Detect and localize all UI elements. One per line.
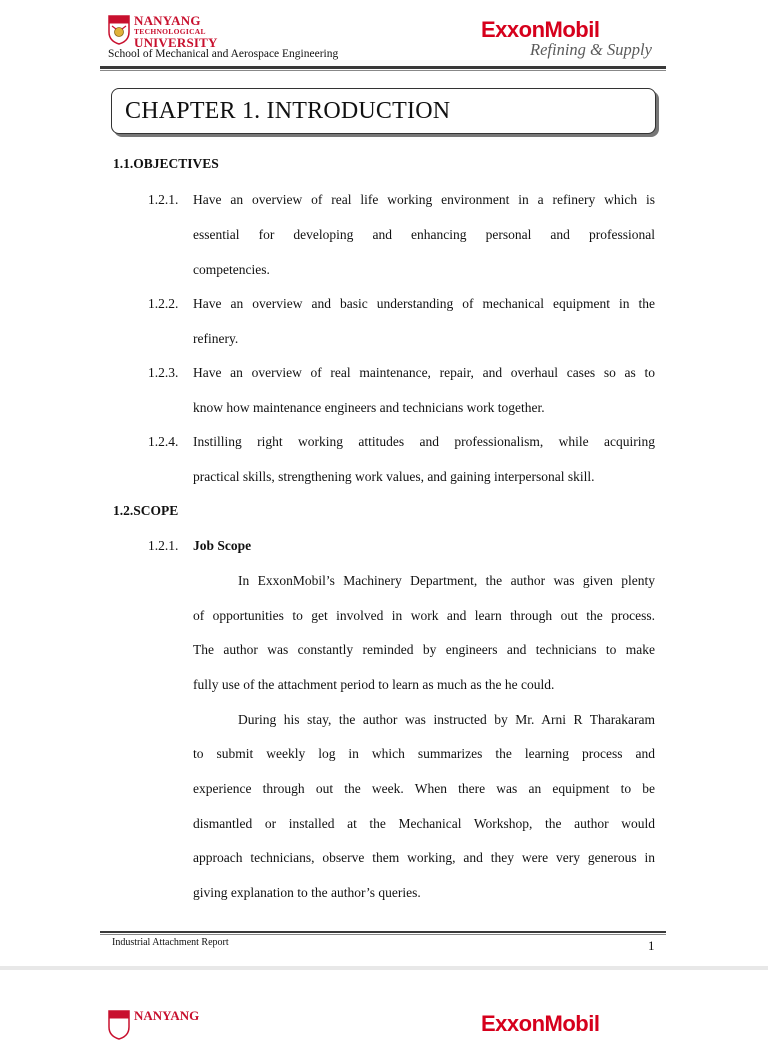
scope-para2-line: During his stay, the author was instructed by Mr. Arni R Tharakaram (238, 712, 655, 727)
refining-supply-tagline: Refining & Supply (530, 40, 652, 59)
objective-line: Have an overview of real maintenance, repair, and overhaul cases so as to (193, 365, 655, 380)
ntu-crest-icon (108, 15, 130, 45)
scope-para1-line: fully use of the attachment period to learn as much as the he could. (193, 677, 555, 692)
page-gap (0, 966, 768, 970)
scope-sub-number: 1.2.1. (148, 538, 179, 553)
ntu-line3: UNIVERSITY (134, 34, 218, 50)
chapter-title: CHAPTER 1. INTRODUCTION (125, 98, 451, 124)
scope-para2-line: experience through out the week. When there was an equipment to be (193, 781, 655, 796)
objective-number: 1.2.4. (148, 434, 179, 449)
footer-report-title: Industrial Attachment Report (112, 937, 229, 948)
school-name: School of Mechanical and Aerospace Engineering (108, 48, 339, 60)
job-scope-heading: Job Scope (193, 538, 252, 553)
next-page-ntu-wordmark: NANYANG (134, 1008, 200, 1023)
objective-line: essential for developing and enhancing personal and professional (193, 227, 655, 242)
footer-rule-thin (100, 934, 666, 935)
footer-rule (100, 931, 666, 933)
scope-para2-line: to submit weekly log in which summarizes the learning process and (193, 746, 655, 761)
objective-line: practical skills, strengthening work values, and gaining interpersonal skill. (193, 469, 595, 484)
scope-para1-line: The author was constantly reminded by engineers and technicians to make (193, 642, 655, 657)
objective-line: refinery. (193, 331, 239, 346)
objectives-heading: 1.1.OBJECTIVES (113, 156, 219, 171)
scope-para1-line: of opportunities to get involved in work and learn through out the process. (193, 608, 655, 623)
ntu-line2: TECHNOLOGICAL (134, 27, 206, 36)
page-number: 1 (648, 938, 655, 953)
scope-para2-line: dismantled or installed at the Mechanical Workshop, the author would (193, 816, 655, 831)
objective-line: Instilling right working attitudes and professionalism, while acquiring (193, 434, 655, 449)
objective-number: 1.2.2. (148, 296, 179, 311)
scope-heading: 1.2.SCOPE (113, 503, 179, 518)
ntu-crest-icon (108, 1010, 130, 1040)
header-rule (100, 66, 666, 69)
objective-number: 1.2.3. (148, 365, 179, 380)
objective-line: Have an overview of real life working environment in a refinery which is (193, 192, 655, 207)
next-page-exxonmobil-logo: ExxonMobil (481, 1011, 600, 1036)
objective-line: competencies. (193, 262, 270, 277)
chapter-title-box (111, 88, 656, 134)
ntu-wordmark (134, 14, 218, 49)
objective-line: know how maintenance engineers and technicians work together. (193, 400, 545, 415)
scope-para1-line: In ExxonMobil’s Machinery Department, the author was given plenty (238, 573, 655, 588)
ntu-line1: NANYANG (134, 13, 201, 28)
header-rule-thin (100, 70, 666, 71)
objective-line: Have an overview and basic understanding of mechanical equipment in the (193, 296, 655, 311)
exxonmobil-logo: ExxonMobil (481, 17, 600, 42)
scope-para2-line: approach technicians, observe them working, and they were very generous in (193, 850, 655, 865)
objective-number: 1.2.1. (148, 192, 179, 207)
scope-para2-line: giving explanation to the author’s queries. (193, 885, 421, 900)
